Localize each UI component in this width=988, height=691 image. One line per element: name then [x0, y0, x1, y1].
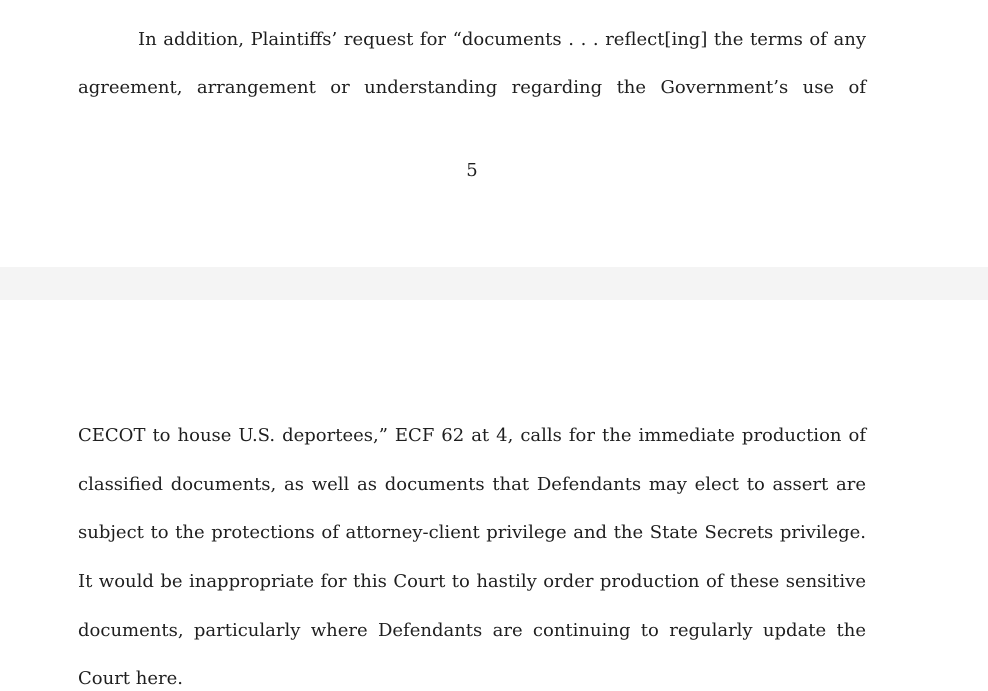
paragraph-line: CECOT to house U.S. deportees,” ECF 62 at 4, calls for the immediate production of — [78, 425, 866, 446]
paragraph-line: subject to the protections of attorney-client privilege and the State Secrets privilege. — [78, 522, 866, 543]
paragraph-line: classified documents, as well as documents that Defendants may elect to assert are — [78, 474, 866, 495]
page-separator — [0, 267, 988, 300]
paragraph-line: In addition, Plaintiffs’ request for “documents . . . reflect[ing] the terms of any — [138, 29, 866, 50]
page-number: 5 — [466, 160, 478, 181]
paragraph-line: It would be inappropriate for this Court to hastily order production of these sensitive — [78, 571, 866, 592]
paragraph-line: Court here. — [78, 668, 183, 689]
page-6 — [0, 300, 988, 691]
paragraph-line: agreement, arrangement or understanding regarding the Government’s use of — [78, 77, 866, 98]
page-5 — [0, 0, 988, 267]
paragraph-line: documents, particularly where Defendants are continuing to regularly update the — [78, 620, 866, 641]
